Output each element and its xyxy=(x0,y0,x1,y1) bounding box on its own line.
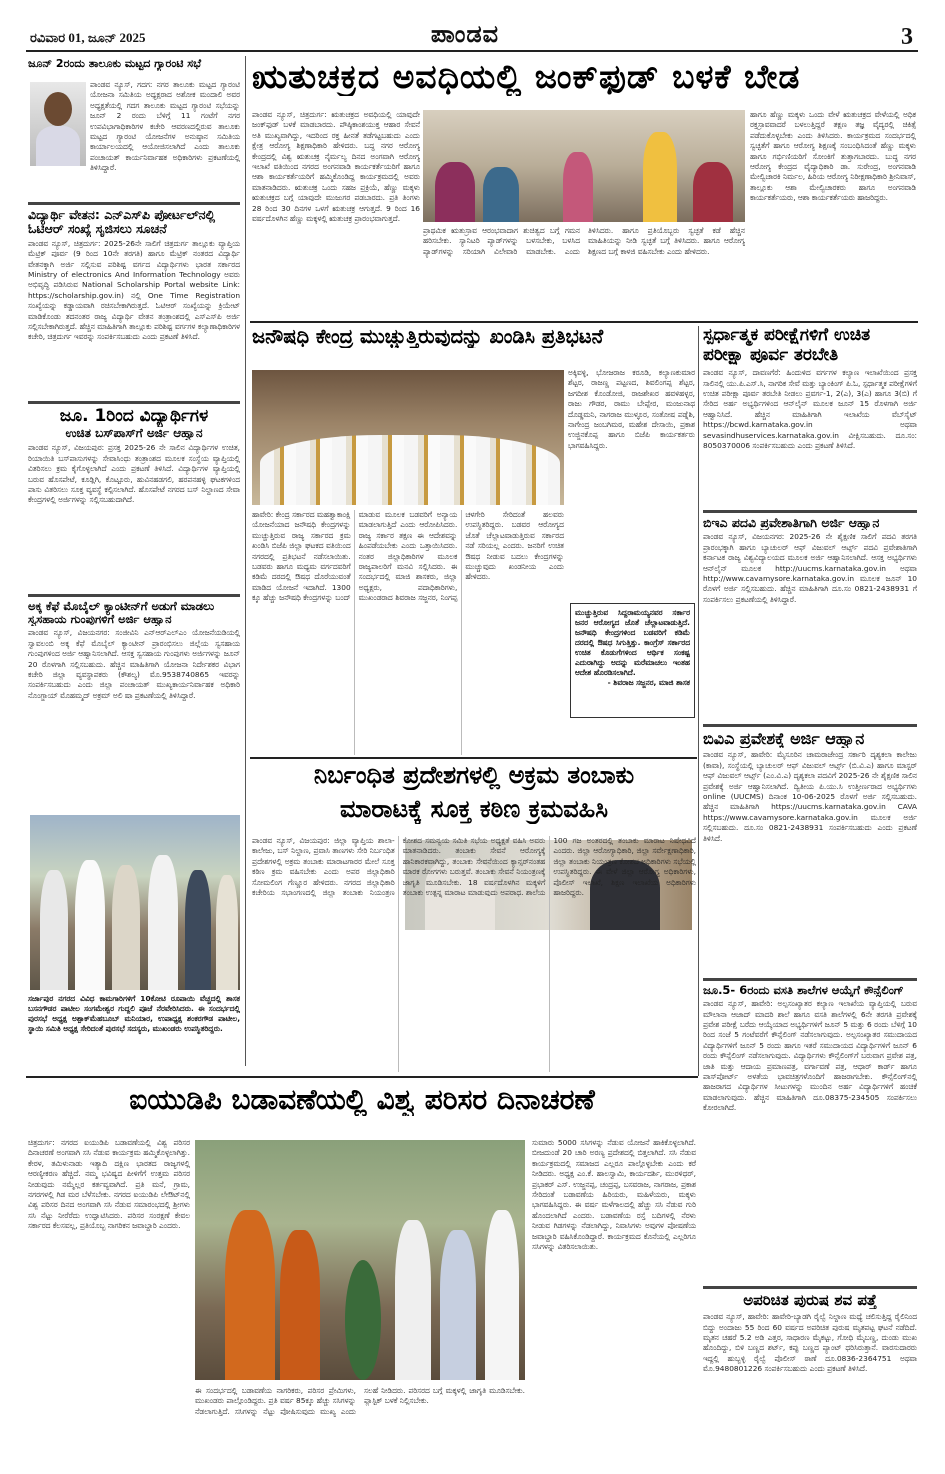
article-body xyxy=(252,836,696,1072)
article-guarantee-meeting xyxy=(28,58,240,198)
quote-text: ಮುಚ್ಚುತ್ತಿರುವ ಸಿದ್ದರಾಮಯ್ಯನವರ ಸರ್ಕಾರ ಜನರ ಆರೋಗ್ಯದ ಜೊತೆ ಚೆಲ್ಲಾಟವಾಡುತ್ತಿದೆ. ಜನೌಷಧಿ ಕೇಂದ್ರಗಳಿಂದ ಬಡವರಿಗೆ ಕಡಿಮೆ ದರದಲ್ಲಿ ಔಷಧ ಸಿಗುತ್ತಿತ್ತು. ಕಾಂಗ್ರೆಸ್ ಸರ್ಕಾರದ ಉಚಿತ ಕೊಡುಗೆಗಳಿಂದ ಆರ್ಥಿಕ ಸಂಕಷ್ಟ ಎದುರಾಗಿದ್ದು ಅದನ್ನು ಮರೆಮಾಚಲು ಇಂತಹ ಆದೇಶ ಹೊರಡಿಸಲಾಗಿದೆ. xyxy=(575,608,690,677)
article-residential-school-counselling xyxy=(703,978,917,1283)
iudp-headline: ಐಯುಡಿಪಿ ಬಡಾವಣೆಯಲ್ಲಿ ವಿಶ್ವ ಪರಿಸರ ದಿನಾಚರಣೆ xyxy=(129,1084,595,1116)
article-body: ಅಕ್ಕಿವಳ್ಳಿ, ಭೋಜರಾಜ ಕರೂಡಿ, ಕಲ್ಯಾಣಕುಮಾರ ಶೆಟ್ಟರ, ರಾಜಣ್ಣ ಪಟ್ಟಣದ, ಶಿವಲಿಂಗಪ್ಪ ಶೆಟ್ಟರ, ಜಗದೀಶ ಕೊಂಡೋಜಿ, ರಾಜಶೇಖರ ಹವಳಿಹಳ್ಳರ, ರಾಜು ಗೌಡರ, ರಾಮು ಬೇಪ್ಪೇರ, ಮಂಜುನಾಥ ದೊಡ್ಡಮನಿ, ನಾಗರಾಜ ಮುಳ್ಳೂರ, ಸಂತೋಷ ಪಡ್ನೆಶಿ, ನಾಗೇಂದ್ರ ಜಂಬಗಿಮಠ, ಮಹೇಶ ದೇಸಾಯಿ, ಪ್ರಕಾಶ ಉಜ್ಜಿನಕೊಪ್ಪ ಹಾಗೂ ಬಿಜೆಪಿ ಕಾರ್ಯಕರ್ತರು ಭಾಗವಹಿಸಿದ್ದರು. xyxy=(568,368,695,450)
photo-caption: ಸರ್ಜಾಪುರ ನಗರದ ವಿವಿಧ ಕಾಮಗಾರಿಗಳಿಗೆ 10ಕೋಟಿ ರೂಪಾಯಿ ವೆಚ್ಚದಲ್ಲಿ ಶಾಸಕ ಬಸನಗೌಡರ ಪಾಟೀಲ ಸಂಗಮೇಶ್ವರ ಗುದ್ದಲಿ ಪೂಜೆ ನೆರವೇರಿಸಿದರು. ಈ ಸಂದರ್ಭದಲ್ಲಿ ಪುರಸಭೆ ಅಧ್ಯಕ್ಷ ಅಶ್ಪಾಕ್‌ಮೆಹಬೂಬ್ ಮನಿಯಾರ, ಉಪಾಧ್ಯಕ್ಷ ಶಂಕರಗೌಡ ಪಾಟೀಲ, ಸ್ಥಾಯಿ ಸಮಿತಿ ಅಧ್ಯಕ್ಷ ಸೇರಿದಂತೆ ಪುರಸಭೆ ಸದಸ್ಯರು, ಮುಖಂಡರು ಉಪಸ್ಥಿತರಿದ್ದರು. xyxy=(28,994,240,1033)
article-body: ಹಾವೇರಿ: ಕೇಂದ್ರ ಸರ್ಕಾರದ ಮಹತ್ವಾಕಾಂಕ್ಷಿ ಯೋಜನೆಯಾದ ಜನೌಷಧಿ ಕೇಂದ್ರಗಳನ್ನು ಮುಚ್ಚುತ್ತಿರುವ ರಾಜ್ಯ ಸರ್ಕಾರದ ಕ್ರಮ ಖಂಡಿಸಿ ಬಿಜೆಪಿ ಜಿಲ್ಲಾ ಘಟಕದ ವತಿಯಿಂದ ನಗರದಲ್ಲಿ ಪ್ರತಿಭಟನೆ ನಡೆಸಲಾಯಿತು. ಬಡವರು ಹಾಗೂ ಮಧ್ಯಮ ವರ್ಗದವರಿಗೆ ಕಡಿಮೆ ದರದಲ್ಲಿ ಔಷಧ ದೊರೆಯುವಂತೆ ಮಾಡಿದ ಯೋಜನೆ ಇದಾಗಿದೆ. 1300 ಕ್ಕೂ ಹೆಚ್ಚು ಜನೌಷಧಿ ಕೇಂದ್ರಗಳನ್ನು ಬಂದ್ ಮಾಡುವ ಮೂಲಕ ಬಡವರಿಗೆ ಅನ್ಯಾಯ ಮಾಡಲಾಗುತ್ತಿದೆ ಎಂದು ಆರೋಪಿಸಿದರು. ರಾಜ್ಯ ಸರ್ಕಾರ ತಕ್ಷಣ ಈ ಆದೇಶವನ್ನು ಹಿಂಪಡೆಯಬೇಕು ಎಂದು ಒತ್ತಾಯಿಸಿದರು. ನಂತರ ಜಿಲ್ಲಾಧಿಕಾರಿಗಳ ಮೂಲಕ ರಾಜ್ಯಪಾಲರಿಗೆ ಮನವಿ ಸಲ್ಲಿಸಿದರು. ಈ ಸಂದರ್ಭದಲ್ಲಿ ಮಾಜಿ ಶಾಸಕರು, ಜಿಲ್ಲಾ ಅಧ್ಯಕ್ಷರು, ಪದಾಧಿಕಾರಿಗಳು, ಮುಖಂಡರಾದ ಶಿವರಾಜ ಸಜ್ಜನರ, ನಿಂಗಪ್ಪ ಚಳಗೇರಿ ಸೇರಿದಂತೆ ಹಲವರು ಉಪಸ್ಥಿತರಿದ್ದರು. ಬಡವರ ಆರೋಗ್ಯದ ಜೊತೆ ಚೆಲ್ಲಾಟವಾಡುತ್ತಿರುವ ಸರ್ಕಾರದ ನಡೆ ಸರಿಯಲ್ಲ ಎಂದರು. ಜನರಿಗೆ ಉಚಿತ ಔಷಧ ನೀಡುವ ಬದಲು ಕೇಂದ್ರಗಳನ್ನು ಮುಚ್ಚುವುದು ಖಂಡನೀಯ ಎಂದು ಹೇಳಿದರು. xyxy=(252,510,564,603)
article-body: ಪಾಂಡವ ನ್ಯೂಸ್, ವಿಜಯನಗರ: 2025-26 ನೇ ಶೈಕ್ಷಣಿಕ ಸಾಲಿಗೆ ಪದವಿ ತರಗತಿ ಪ್ರಾರಂಭಕ್ಕಾಗಿ ಹಾಗೂ ಬ್ಯಾಚುಲರ್ ಆಫ್ ವಿಜುವಲ್ ಆರ್ಟ್ಸ್ ಪದವಿ ಪ್ರವೇಶಾತಿಗಾಗಿ ಕರ್ನಾಟಕ ರಾಜ್ಯ ವಿಶ್ವವಿದ್ಯಾಲಯದ ಮೂಲಕ ಅರ್ಜಿ ಆಹ್ವಾನಿಸಲಾಗಿದೆ. ಆಸಕ್ತ ಅಭ್ಯರ್ಥಿಗಳು ಆನ್‌ಲೈನ್ ಮೂಲಕ http://uucms.karnataka.gov.in ಅಥವಾ http://www.cavamysore.karnataka.gov.in ಮೂಲಕ ಜೂನ್ 10 ರೊಳಗೆ ಅರ್ಜಿ ಸಲ್ಲಿಸಬಹುದು. ಹೆಚ್ಚಿನ ಮಾಹಿತಿಗಾಗಿ ದೂ.ಸಂ 0821-2438931 ಗೆ ಸಂಪರ್ಕಿಸಲು ಪ್ರಕಟಣೆಯಲ್ಲಿ ತಿಳಿಸಿದ್ದಾರೆ. xyxy=(703,532,917,604)
tobacco-headline-line1: ನಿರ್ಬಂಧಿತ ಪ್ರದೇಶಗಳಲ್ಲಿ ಅಕ್ರಮ ತಂಬಾಕು xyxy=(313,762,635,789)
headline: ಜೂ. 1ರಿಂದ ವಿದ್ಯಾರ್ಥಿಗಳ xyxy=(59,407,209,426)
article-body: ಪಾಂಡವ ನ್ಯೂಸ್, ಹಾವೇರಿ: ಮೈಸೂರಿನ ಚಾಮರಾಜೇಂದ್ರ ಸರ್ಕಾರಿ ದೃಶ್ಯಕಲಾ ಕಾಲೇಜು (ಕಾವಾ), ಸಂಸ್ಥೆಯಲ್ಲಿ ಬ್ಯಾಚುಲರ್ ಆಫ್ ವಿಜುವಲ್ ಆರ್ಟ್ಸ್ (ಬಿ.ವಿ.ಎ) ಹಾಗೂ ಮಾಸ್ಟರ್ ಆಫ್ ವಿಜುವಲ್ ಆರ್ಟ್ಸ್ (ಎಂ.ವಿ.ಎ) ದೃಶ್ಯಕಲಾ ಪದವಿಗೆ 2025-26 ನೇ ಶೈಕ್ಷಣಿಕ ಸಾಲಿನ ಪ್ರವೇಶಕ್ಕೆ ಅರ್ಜಿ ಆಹ್ವಾನಿಸಲಾಗಿದೆ. ದ್ವಿತೀಯ ಪಿ.ಯು.ಸಿ ಉತ್ತೀರ್ಣರಾದ ಅಭ್ಯರ್ಥಿಗಳು online (UUCMS) ದಿನಾಂಕ 10-06-2025 ರೊಳಗೆ ಅರ್ಜಿ ಸಲ್ಲಿಸಬಹುದು. ಹೆಚ್ಚಿನ ಮಾಹಿತಿಗಾಗಿ https://uucms.karnataka.gov.in CAVA https://www.cavamysore.karnataka.gov.in ಮೂಲಕ ಅರ್ಜಿ ಸಲ್ಲಿಸಬಹುದು. ದೂ.ಸಂ 0821-2438931 ಸಂಪರ್ಕಿಸಬಹುದು ಎಂದು ಪ್ರಕಟಣೆ ತಿಳಿಸಿದೆ. xyxy=(703,750,917,843)
section-rule xyxy=(250,321,918,323)
article-body: ಪಾಂಡವ ನ್ಯೂಸ್, ಚಿತ್ರದುರ್ಗ: 2025-26ನೇ ಸಾಲಿಗೆ ಚಿತ್ರದುರ್ಗ ತಾಲ್ಲೂಕು ವ್ಯಾಪ್ತಿಯ ಮೆಟ್ರಿಕ್ ಪೂರ್ವ (9 ರಿಂದ 10ನೇ ತರಗತಿ) ಹಾಗೂ ಮೆಟ್ರಿಕ್ ನಂತರದ ವಿದ್ಯಾರ್ಥಿ ವೇತನಕ್ಕಾಗಿ ಅರ್ಜಿ ಸಲ್ಲಿಸುವ ಪರಿಶಿಷ್ಟ ವರ್ಗದ ವಿದ್ಯಾರ್ಥಿಗಳು ಭಾರತ ಸರ್ಕಾರದ Ministry of electronics And Information Technology ಅವರು ಅಭಿವೃದ್ಧಿ ಪಡಿಸಿರುವ National Scholarship Portal website Link: https://scholarship.gov.in) ನಲ್ಲಿ One Time Registration ಸಂಖ್ಯೆಯನ್ನು ಕಡ್ಡಾಯವಾಗಿ ರಚಿಸಬೇಕಾಗಿರುತ್ತದೆ. ಓಟಿಆರ್ ಸಂಖ್ಯೆಯನ್ನು ಕ್ರಿಯೇಟ್ ಮಾಡಿಕೊಂಡು ತದನಂತರ ರಾಜ್ಯ ವಿದ್ಯಾರ್ಥಿ ವೇತನ ತಂತ್ರಾಂಶದಲ್ಲಿ ಎಸ್‌ಎಸ್‌ಪಿ ಅರ್ಜಿ ಸಲ್ಲಿಸಬೇಕಾಗಿರುತ್ತದೆ. ಹೆಚ್ಚಿನ ಮಾಹಿತಿಗಾಗಿ ತಾಲ್ಲೂಕು ಪರಿಶಿಷ್ಟ ವರ್ಗಗಳ ಕಲ್ಯಾಣಾಧಿಕಾರಿಗಳ ಕಚೇರಿ, ಚಿತ್ರದುರ್ಗ ಇವರನ್ನು ಸಂಪರ್ಕಿಸಬಹುದು ಎಂದು ಪ್ರಕಟಣೆ ತಿಳಿಸಿದೆ. xyxy=(28,238,240,342)
main-headline: ಋತುಚಕ್ರದ ಅವಧಿಯಲ್ಲಿ ಜಂಕ್‌ಫುಡ್ ಬಳಕೆ ಬೇಡ xyxy=(252,58,801,96)
article-body: ಪಾಂಡವ ನ್ಯೂಸ್, ಹಾವೇರಿ: ಹಾವೇರಿ-ಬ್ಯಾಡಗಿ ರೈಲ್ವೆ ನಿಲ್ದಾಣ ಮಧ್ಯೆ ಚಲಿಸುತ್ತಿದ್ದ ರೈಲಿನಿಂದ ಬಿದ್ದು ಅಂದಾಜು 55 ರಿಂದ 60 ವರ್ಷದ ಅಪರಿಚಿತ ಪುರುಷ ಮೃತಪಟ್ಟ ಘಟನೆ ನಡೆದಿದೆ. ಮೃತನ ಚಹರೆ 5.2 ಅಡಿ ಎತ್ತರ, ಸಾಧಾರಣ ಮೈಕಟ್ಟು, ಗೋಧಿ ಮೈಬಣ್ಣ, ದುಂಡು ಮುಖ ಹೊಂದಿದ್ದು, ಬಿಳಿ ಬಣ್ಣದ ಶರ್ಟ್, ಕಪ್ಪು ಬಣ್ಣದ ಪ್ಯಾಂಟ್ ಧರಿಸಿರುತ್ತಾನೆ. ವಾರಸುದಾರರು ಇದ್ದಲ್ಲಿ ಹುಬ್ಬಳ್ಳಿ ರೈಲ್ವೆ ಪೊಲೀಸ್ ಠಾಣೆ ದೂ.0836-2364751 ಅಥವಾ ಮೊ.9480801226 ಸಂಪರ್ಕಿಸಬಹುದು ಎಂದು ಪ್ರಕಟಣೆ ತಿಳಿಸಿದೆ. xyxy=(703,1312,917,1374)
headline: ವಿದ್ಯಾರ್ಥಿ ವೇತನ: ಎನ್‌ಎಸ್‌ಪಿ ಪೋರ್ಟಲ್‌ನಲ್ಲಿ ಓಟಿಆರ್ ಸಂಖ್ಯೆ ಸೃಜಿಸಲು ಸೂಚನೆ xyxy=(28,208,216,237)
article-bva-admission xyxy=(703,724,917,976)
headline: ಅಪರಿಚಿತ ಪುರುಷ ಶವ ಪತ್ತೆ xyxy=(743,1292,877,1309)
article-body: ಹಾಗೂ ಹೆಣ್ಣು ಮಕ್ಕಳು ಒಂದು ವೇಳೆ ಋತುಚಕ್ರದ ವೇಳೆಯಲ್ಲಿ ಅಧಿಕ ರಕ್ತಸ್ರಾವವಾದರೆ ಬಳಲುತ್ತಿದ್ದರೆ ತಕ್ಷಣ ತಜ್ಞ ವೈದ್ಯರಲ್ಲಿ ಚಿಕಿತ್ಸೆ ಪಡೆದುಕೊಳ್ಳಬೇಕು ಎಂದು ತಿಳಿಸಿದರು. ಕಾರ್ಯಕ್ರಮದ ಸಂದರ್ಭದಲ್ಲಿ ಸ್ವಚ್ಛತೆಗೆ ಹಾಗೂ ಆರೋಗ್ಯ ಶಿಕ್ಷಣಕ್ಕೆ ಸಂಬಂಧಿಸಿದಂತೆ ಹೆಣ್ಣು ಮಕ್ಕಳು ಹಾಗೂ ಗರ್ಭಿಣಿಯರಿಗೆ ಸೋಂಕಿಗೆ ತುತ್ತಾಗಬಾರದು. ಬುದ್ಧ ನಗರ ಆರೋಗ್ಯ ಕೇಂದ್ರದ ವೈದ್ಯಾಧಿಕಾರಿ ಡಾ. ಸುರೇಂದ್ರ, ಅಂಗನವಾಡಿ ಮೇಲ್ವಿಚಾರಕಿ ನಿರ್ಮಲ, ಹಿರಿಯ ಆರೋಗ್ಯ ನಿರೀಕ್ಷಣಾಧಿಕಾರಿ ಶ್ರೀನಿವಾಸ್, ತಾಲ್ಲೂಕು ಆಶಾ ಮೇಲ್ವಿಚಾರಕರು ಹಾಗೂ ಅಂಗನವಾಡಿ ಕಾರ್ಯಕರ್ತೆಯರು, ಆಶಾ ಕಾರ್ಯಕರ್ತೆಯರು ಹಾಜರಿದ್ದರು. xyxy=(750,110,916,203)
article-body: ಚಿತ್ರದುರ್ಗ: ನಗರದ ಐಯುಡಿಪಿ ಬಡಾವಣೆಯಲ್ಲಿ ವಿಶ್ವ ಪರಿಸರ ದಿನಾಚರಣೆ ಅಂಗವಾಗಿ ಸಸಿ ನೆಡುವ ಕಾರ್ಯಕ್ರಮ ಹಮ್ಮಿಕೊಳ್ಳಲಾಗಿತ್ತು. ಕೇರಳ, ತಮಿಳುನಾಡು ಇತ್ಯಾದಿ ದಕ್ಷಿಣ ಭಾರತದ ರಾಜ್ಯಗಳಲ್ಲಿ ಆರಣ್ಯೀಕರಣ ಹೆಚ್ಚಿದೆ. ನಮ್ಮ ಭವಿಷ್ಯದ ಪೀಳಿಗೆಗೆ ಉತ್ತಮ ಪರಿಸರ ನೀಡುವುದು ನಮ್ಮೆಲ್ಲರ ಕರ್ತವ್ಯವಾಗಿದೆ. ಪ್ರತಿ ಮನೆ, ಗ್ರಾಮ, ನಗರಗಳಲ್ಲಿ ಗಿಡ ಮರ ಬೆಳೆಸಬೇಕು. ನಗರದ ಐಯುಡಿಪಿ ಲೇಔಟ್‌ನಲ್ಲಿ ವಿಶ್ವ ಪರಿಸರ ದಿನದ ಅಂಗವಾಗಿ ಸಸಿ ನೆಡುವ ಸಮಾರಂಭದಲ್ಲಿ ಶ್ರೀಗಳು ಸಸಿ ನೆಟ್ಟು ನೀರೆರೆದು ಉದ್ಘಾಟಿಸಿದರು. ಪರಿಸರ ಸಂರಕ್ಷಣೆ ಕೇವಲ ಸರ್ಕಾರದ ಕೆಲಸವಲ್ಲ, ಪ್ರತಿಯೊಬ್ಬ ನಾಗರಿಕನ ಜವಾಬ್ದಾರಿ ಎಂದರು. xyxy=(28,1138,190,1231)
section-rule xyxy=(250,757,697,759)
article-body: ಪಾಂಡವ ನ್ಯೂಸ್, ವಿಜಯಪುರ: ಪ್ರಸಕ್ತ 2025-26 ನೇ ಸಾಲಿನ ವಿದ್ಯಾರ್ಥಿಗಳ ಉಚಿತ, ರಿಯಾಯಿತಿ ಬಸ್‌ಪಾಸುಗಳನ್ನು ಸೇವಾಸಿಂಧು ತಂತ್ರಾಂಶದ ಮೂಲಕ ಸಂಸ್ಥೆಯ ವ್ಯಾಪ್ತಿಯಲ್ಲಿ ವಿತರಿಸಲು ಕ್ರಮ ಕೈಗೊಳ್ಳಲಾಗಿದೆ ಎಂದು ಪ್ರಕಟಣೆ ತಿಳಿಸಿದೆ. ವಿದ್ಯಾರ್ಥಿಗಳ ವ್ಯಾಪ್ತಿಯಲ್ಲಿ ಬರುವ ಹೊಸಪೇಟೆ, ಕೂಡ್ಲಿಗಿ, ಕೊಟ್ಟೂರು, ಹುವಿನಹಡಗಲಿ, ಹರಪನಹಳ್ಳಿ ಘಟಕಗಳಿಂದ ಪಾಸು ವಿತರಿಸಲು ಸೂಕ್ತ ವ್ಯವಸ್ಥೆ ಕಲ್ಪಿಸಲಾಗಿದೆ. ಹೊಸಪೇಟೆ ನಗರದ ಬಸ್ ನಿಲ್ದಾಣದ ಸೇವಾ ಕೇಂದ್ರಗಳಲ್ಲಿ ಅರ್ಜಿಗಳನ್ನು ಸಲ್ಲಿಸಬಹುದಾಗಿದೆ. xyxy=(28,443,240,505)
article-free-bus-pass xyxy=(28,401,240,591)
article-body: ಈ ಸಂದರ್ಭದಲ್ಲಿ ಬಡಾವಣೆಯ ನಾಗರಿಕರು, ಪರಿಸರ ಪ್ರೇಮಿಗಳು, ಮುಖಂಡರು ಪಾಲ್ಗೊಂಡಿದ್ದರು. ಪ್ರತಿ ವರ್ಷ 85ಕ್ಕೂ ಹೆಚ್ಚು ಸಸಿಗಳನ್ನು ನೆಡಲಾಗುತ್ತಿದೆ. ಸಸಿಗಳನ್ನು ನೆಟ್ಟು ಪೋಷಿಸುವುದು ಮುಖ್ಯ ಎಂದು ಸಲಹೆ ನೀಡಿದರು. ಪರಿಸರದ ಬಗ್ಗೆ ಮಕ್ಕಳಲ್ಲಿ ಜಾಗೃತಿ ಮೂಡಿಸಬೇಕು. ಪ್ಲಾಸ್ಟಿಕ್ ಬಳಕೆ ನಿಲ್ಲಿಸಬೇಕು. xyxy=(195,1386,525,1416)
article-competitive-exam xyxy=(703,326,917,508)
page-number: 3 xyxy=(901,24,913,50)
protest-photo xyxy=(252,370,564,505)
article-body: ಪಾಂಡವ ನ್ಯೂಸ್, ಚಿತ್ರದುರ್ಗ: ಋತುಚಕ್ರದ ಅವಧಿಯಲ್ಲಿ ಯಾವುದೇ ಜಂಕ್‌ಫುಡ್ ಬಳಕೆ ಮಾಡಬಾರದು. ಪೌಷ್ಠಿಕಾಂಶಯುಕ್ತ ಆಹಾರ ಸೇವನೆ ಅತಿ ಮುಖ್ಯವಾಗಿದ್ದು, ಇದರಿಂದ ರಕ್ತ ಹೀನತೆ ತಡೆಗಟ್ಟಬಹುದು ಎಂದು ಕ್ಷೇತ್ರ ಆರೋಗ್ಯ ಶಿಕ್ಷಣಾಧಿಕಾರಿ ಹೇಳಿದರು. ಬದ್ಧ ನಗರ ಆರೋಗ್ಯ ಕೇಂದ್ರದಲ್ಲಿ ವಿಶ್ವ ಋತುಚಕ್ರ ನೈರ್ಮಲ್ಯ ದಿನದ ಅಂಗವಾಗಿ ಆರೋಗ್ಯ ಇಲಾಖೆ ವತಿಯಿಂದ ನಗರದ ಅಂಗನವಾಡಿ ಕಾರ್ಯಕರ್ತೆಯರಿಗೆ ಹಾಗೂ ಆಶಾ ಕಾರ್ಯಕರ್ತೆಯರಿಗೆ ಹಮ್ಮಿಕೊಂಡಿದ್ದ ಕಾರ್ಯಕ್ರಮದಲ್ಲಿ ಅವರು ಮಾತನಾಡಿದರು. ಋತುಚಕ್ರ ಒಂದು ಸಹಜ ಪ್ರಕ್ರಿಯೆ, ಹೆಣ್ಣು ಮಕ್ಕಳು ಋತುಚಕ್ರದ ಬಗ್ಗೆ ಯಾವುದೇ ಮುಜುಗರ ಪಡಬಾರದು. ಪ್ರತಿ ತಿಂಗಳು 28 ರಿಂದ 30 ದಿನಗಳ ಒಳಗೆ ಋತುಚಕ್ರ ಆಗುತ್ತದೆ. 9 ರಿಂದ 16 ವರ್ಷದೊಳಗಿನ ಹೆಣ್ಣು ಮಕ್ಕಳಲ್ಲಿ ಋತುಚಕ್ರ ಪ್ರಾರಂಭವಾಗುತ್ತದೆ. xyxy=(252,110,420,224)
groundbreaking-ceremony-photo xyxy=(30,815,240,990)
headline: ಬಿಇಎ ಪದವಿ ಪ್ರವೇಶಾತಿಗಾಗಿ ಅರ್ಜಿ ಆಹ್ವಾನ xyxy=(703,516,880,530)
headline: ಜೂನ್ 2ರಂದು ತಾಲೂಕು ಮಟ್ಟದ ಗ್ಯಾರಂಟಿ ಸಭೆ xyxy=(28,58,202,70)
column-divider xyxy=(245,56,246,1066)
article-body: ಪಾಂಡವ ನ್ಯೂಸ್, ಗದಗ: ನಗರ ತಾಲೂಕು ಮಟ್ಟದ ಗ್ಯಾರಂಟಿ ಯೋಜನಾ ಸಮಿತಿಯ ಅಧ್ಯಕ್ಷರಾದ ಅಶೋಕ ಮಂದಾಲಿ ಅವರ ಅಧ್ಯಕ್ಷತೆಯಲ್ಲಿ ಗದಗ ತಾಲೂಕು ಮಟ್ಟದ ಗ್ಯಾರಂಟಿ ಸಭೆಯನ್ನು ಜೂನ್ 2 ರಂದು ಬೆಳಿಗ್ಗೆ 11 ಗಂಟೆಗೆ ನಗರ ಉಪವಿಭಾಗಾಧಿಕಾರಿಗಳ ಕಚೇರಿ ಆವರಣದಲ್ಲಿರುವ ತಾಲೂಕು ಮಟ್ಟದ ಗ್ಯಾರಂಟಿ ಯೋಜನೆಗಳ ಅನುಷ್ಠಾನ ಸಮಿತಿಯ ಕಾರ್ಯಾಲಯದಲ್ಲಿ ಆಯೋಜಿಸಲಾಗಿದೆ ಎಂದು ತಾಲೂಕು ಪಂಚಾಯತ್ ಕಾರ್ಯನಿರ್ವಾಹಕ ಅಧಿಕಾರಿಗಳು ಪ್ರಕಟಣೆಯಲ್ಲಿ ತಿಳಿಸಿದ್ದಾರೆ. xyxy=(90,80,240,173)
subheadline: ಉಚಿತ ಬಸ್‌ಪಾಸ್‌ಗೆ ಅರ್ಜಿ ಆಹ್ವಾನ xyxy=(65,426,203,440)
headline: ಜೂ.5- 6ರಂದು ವಸತಿ ಶಾಲೆಗಳ ಆಯ್ಕೆಗೆ ಕೌನ್ಸೆಲಿಂಗ್ xyxy=(703,984,904,997)
column-divider xyxy=(698,326,699,1076)
article-body: ಪಾಂಡವ ನ್ಯೂಸ್, ದಾವಣಗೆರೆ: ಹಿಂದುಳಿದ ವರ್ಗಗಳ ಕಲ್ಯಾಣ ಇಲಾಖೆಯಿಂದ ಪ್ರಸಕ್ತ ಸಾಲಿನಲ್ಲಿ ಯು.ಪಿ.ಎಸ್.ಸಿ, ನಾಗರಿಕ ಸೇವೆ ಮತ್ತು ಬ್ಯಾಂಕಿಂಗ್ ಪಿ.ಓ, ಸ್ಪರ್ಧಾತ್ಮಕ ಪರೀಕ್ಷೆಗಳಿಗೆ ಉಚಿತ ಪರೀಕ್ಷಾ ಪೂರ್ವ ತರಬೇತಿ ನೀಡಲು ಪ್ರವರ್ಗ-1, 2(ಎ), 3(ಎ) ಹಾಗೂ 3(ಬಿ) ಗೆ ಸೇರಿದ ಅರ್ಹ ಅಭ್ಯರ್ಥಿಗಳಿಂದ ಆನ್‌ಲೈನ್ ಮೂಲಕ ಜೂನ್ 15 ರೊಳಗಾಗಿ ಅರ್ಜಿ ಆಹ್ವಾನಿಸಿದೆ. ಹೆಚ್ಚಿನ ಮಾಹಿತಿಗಾಗಿ ಇಲಾಖೆಯ ವೆಬ್‌ಸೈಟ್ https://bcwd.karnataka.gov.in ಅಥವಾ sevasindhuservices.karnataka.gov.in ವೀಕ್ಷಿಸಬಹುದು. ದೂ.ಸಂ: 8050370006 ಸಂಪರ್ಕಿಸಬಹುದು ಎಂದು ಪ್ರಕಟಣೆ ತಿಳಿಸಿದೆ. xyxy=(703,368,917,450)
article-akka-cafe xyxy=(28,594,240,809)
article-body: ಪಾಂಡವ ನ್ಯೂಸ್, ಹಾವೇರಿ: ಅಲ್ಪಸಂಖ್ಯಾತರ ಕಲ್ಯಾಣ ಇಲಾಖೆಯ ವ್ಯಾಪ್ತಿಯಲ್ಲಿ ಬರುವ ಮೌಲಾನಾ ಆಜಾದ್ ಮಾದರಿ ಶಾಲೆ ಹಾಗೂ ವಸತಿ ಶಾಲೆಗಳಲ್ಲಿ 6ನೇ ತರಗತಿ ಪ್ರವೇಶಕ್ಕೆ ಪ್ರವೇಶ ಪರೀಕ್ಷೆ ಬರೆದು ಆಯ್ಕೆಯಾದ ಅಭ್ಯರ್ಥಿಗಳಿಗೆ ಜೂನ್ 5 ಮತ್ತು 6 ರಂದು ಬೆಳಿಗ್ಗೆ 10 ರಿಂದ ಸಂಜೆ 5 ಗಂಟೆವರೆಗೆ ಕೌನ್ಸೆಲಿಂಗ್ ನಡೆಸಲಾಗುವುದು. ಅಲ್ಪಸಂಖ್ಯಾತರ ಸಮುದಾಯದ ವಿದ್ಯಾರ್ಥಿಗಳಿಗೆ ಜೂನ್ 5 ರಂದು ಹಾಗೂ ಇತರೆ ಸಮುದಾಯದ ವಿದ್ಯಾರ್ಥಿಗಳಿಗೆ ಜೂನ್ 6 ರಂದು ಕೌನ್ಸೆಲಿಂಗ್ ನಡೆಸಲಾಗುವುದು. ವಿದ್ಯಾರ್ಥಿಗಳು ಕೌನ್ಸೆಲಿಂಗ್‌ಗೆ ಬರುವಾಗ ಪ್ರವೇಶ ಪತ್ರ, ಜಾತಿ ಮತ್ತು ಆದಾಯ ಪ್ರಮಾಣಪತ್ರ, ವರ್ಗಾವಣೆ ಪತ್ರ, ಆಧಾರ್ ಕಾರ್ಡ್ ಹಾಗೂ ಪಾಸ್‌ಪೋರ್ಟ್ ಅಳತೆಯ ಭಾವಚಿತ್ರಗಳೊಂದಿಗೆ ಹಾಜರಾಗಬೇಕು. ಕೌನ್ಸೆಲಿಂಗ್‌ನಲ್ಲಿ ಹಾಜರಾಗದ ವಿದ್ಯಾರ್ಥಿಗಳ ಸೀಟುಗಳನ್ನು ಮುಂದಿನ ಅರ್ಹ ವಿದ್ಯಾರ್ಥಿಗಳಿಗೆ ಹಂಚಿಕೆ ಮಾಡಲಾಗುವುದು. ಹೆಚ್ಚಿನ ಮಾಹಿತಿಗಾಗಿ ದೂ.08375-234505 ಸಂಪರ್ಕಿಸಲು ಕೋರಲಾಗಿದೆ. xyxy=(703,999,917,1113)
masthead-logo: ಪಾಂಡವ xyxy=(430,20,500,48)
tobacco-headline-line2: ಮಾರಾಟಕ್ಕೆ ಸೂಕ್ತ ಕಠಿಣ ಕ್ರಮವಹಿಸಿ xyxy=(340,796,608,823)
headline: ಸ್ಪರ್ಧಾತ್ಮಕ ಪರೀಕ್ಷೆಗಳಿಗೆ ಉಚಿತ ಪರೀಕ್ಷಾ ಪೂರ್ವ ತರಬೇತಿ xyxy=(703,326,871,365)
article-unidentified-body xyxy=(703,1286,917,1466)
article-text: ಪಾಂಡವ ನ್ಯೂಸ್, ವಿಜಯಪುರ: ಜಿಲ್ಲಾ ವ್ಯಾಪ್ತಿಯ ಶಾಲಾ-ಕಾಲೇಜು, ಬಸ್ ನಿಲ್ದಾಣ, ಪ್ರವಾಸಿ ತಾಣಗಳು ಸೇರಿ ನಿರ್ಬಂಧಿತ ಪ್ರದೇಶಗಳಲ್ಲಿ ಅಕ್ರಮ ತಂಬಾಕು ಮಾರಾಟಗಾರರ ಮೇಲೆ ಸೂಕ್ತ ಕಠಿಣ ಕ್ರಮ ವಹಿಸಬೇಕು ಎಂದು ಅಪರ ಜಿಲ್ಲಾಧಿಕಾರಿ ಸೋಮಲಿಂಗ ಗೆಣ್ಣೂರ ಹೇಳಿದರು. ನಗರದ ಜಿಲ್ಲಾಧಿಕಾರಿ ಕಚೇರಿಯ ಸಭಾಂಗಣದಲ್ಲಿ ಜಿಲ್ಲಾ ತಂಬಾಕು ನಿಯಂತ್ರಣ ಕೋಶದ ಸಮನ್ವಯ ಸಮಿತಿ ಸಭೆಯ ಅಧ್ಯಕ್ಷತೆ ವಹಿಸಿ ಅವರು ಮಾತನಾಡಿದರು. ತಂಬಾಕು ಸೇವನೆ ಆರೋಗ್ಯಕ್ಕೆ ಹಾನಿಕಾರಕವಾಗಿದ್ದು, ತಂಬಾಕು ಸೇವನೆಯಿಂದ ಕ್ಯಾನ್ಸರ್‌ನಂತಹ ಮಾರಕ ರೋಗಗಳು ಬರುತ್ತವೆ. ತಂಬಾಕು ಸೇವನೆ ನಿಯಂತ್ರಣಕ್ಕೆ ಜಾಗೃತಿ ಮೂಡಿಸಬೇಕು. 18 ವರ್ಷದೊಳಗಿನ ಮಕ್ಕಳಿಗೆ ತಂಬಾಕು ಉತ್ಪನ್ನ ಮಾರಾಟ ಮಾಡುವುದು ಅಪರಾಧ. ಶಾಲೆಯ 100 ಗಜ ಅಂತರದಲ್ಲಿ ತಂಬಾಕು ಮಾರಾಟ ನಿಷೇಧವಿದೆ ಎಂದರು. ಜಿಲ್ಲಾ ಆರೋಗ್ಯಾಧಿಕಾರಿ, ಜಿಲ್ಲಾ ಸರ್ವೇಕ್ಷಣಾಧಿಕಾರಿ, ಜಿಲ್ಲಾ ತಂಬಾಕು ನಿಯಂತ್ರಣ ಕೋಶದ ಅಧಿಕಾರಿಗಳು ಸಭೆಯಲ್ಲಿ ಉಪಸ್ಥಿತರಿದ್ದರು. ಈ ವೇಳೆ ಜಿಲ್ಲಾ ಆರೋಗ್ಯ ಅಧಿಕಾರಿಗಳು, ಪೊಲೀಸ್ ಇಲಾಖೆ, ಶಿಕ್ಷಣ ಇಲಾಖೆಯ ಅಧಿಕಾರಿಗಳು ಹಾಜರಿದ್ದರು. xyxy=(252,836,696,898)
quote-box xyxy=(570,603,695,718)
article-body: ಪಾಂಡವ ನ್ಯೂಸ್, ವಿಜಯನಗರ: ಸಂಜೀವಿನಿ ಎನ್‌ಆರ್‌ಎಲ್‌ಎಂ ಯೋಜನೆಯಡಿಯಲ್ಲಿ ಸ್ವಾವಲಂಬಿ ಅಕ್ಕ ಕೆಫೆ ಮೊಬೈಲ್ ಕ್ಯಾಂಟೀನ್ ಪ್ರಾರಂಭಿಸಲು ಜಿಲ್ಲೆಯ ಸ್ವಸಹಾಯ ಗುಂಪುಗಳಿಂದ ಅರ್ಜಿ ಆಹ್ವಾನಿಸಲಾಗಿದೆ. ಆಸಕ್ತ ಸ್ವಸಹಾಯ ಗುಂಪುಗಳು ಅರ್ಜಿಗಳನ್ನು ಜೂನ್ 20 ರೊಳಗಾಗಿ ಸಲ್ಲಿಸಬಹುದು. ಹೆಚ್ಚಿನ ಮಾಹಿತಿಗಾಗಿ ಯೋಜನಾ ನಿರ್ದೇಶಕರ ವಿಭಾಗ ಕಚೇರಿ ಜಿಲ್ಲಾ ವ್ಯವಸ್ಥಾಪಕರು (ಕೌಶಲ್ಯ) ಮೊ.9538740865 ಇವರನ್ನು ಸಂಪರ್ಕಿಸಬಹುದು ಎಂದು ಜಿಲ್ಲಾ ಪಂಚಾಯತ್ ಮುಖ್ಯಕಾರ್ಯನಿರ್ವಾಹಕ ಅಧಿಕಾರಿ ನೊಂಗ್ಜಾಯ್ ಮೊಹಮ್ಮದ್ ಅಕ್ರಮ್ ಅಲಿ ಷಾ ಪ್ರಕಟಣೆಯಲ್ಲಿ ತಿಳಿಸಿದ್ದಾರೆ. xyxy=(28,628,240,700)
article-bea-admission xyxy=(703,510,917,722)
tree-planting-photo xyxy=(195,1140,525,1380)
article-body: ಸುಮಾರು 5000 ಸಸಿಗಳನ್ನು ನೆಡುವ ಯೋಜನೆ ಹಾಕಿಕೊಳ್ಳಲಾಗಿದೆ. ಬೀಜದುಂಡೆ 20 ಚಾರಿ ಅರಣ್ಯ ಪ್ರದೇಶದಲ್ಲಿ ಬಿತ್ತಲಾಗಿದೆ. ಸಸಿ ನೆಡುವ ಕಾರ್ಯಕ್ರಮದಲ್ಲಿ ಸಮಾಜದ ಎಲ್ಲರೂ ಪಾಲ್ಗೊಳ್ಳಬೇಕು ಎಂದು ಕರೆ ನೀಡಿದರು. ಅಧ್ಯಕ್ಷ ಎಂ.ಕೆ. ಹಾಲಸ್ವಾಮಿ, ಕಾರ್ಯದರ್ಶಿ, ಮುರಳಿಧರ್, ಪ್ರಭಾಕರ್ ಎಸ್. ಉಜ್ಜನಪ್ಪ, ಚಂದ್ರಪ್ಪ, ಬಸವರಾಜ, ನಾಗರಾಜ, ಪ್ರಕಾಶ ಸೇರಿದಂತೆ ಬಡಾವಣೆಯ ಹಿರಿಯರು, ಮಹಿಳೆಯರು, ಮಕ್ಕಳು ಭಾಗವಹಿಸಿದ್ದರು. ಈ ವರ್ಷ ಮಳೆಗಾಲದಲ್ಲಿ ಹೆಚ್ಚು ಸಸಿ ನೆಡುವ ಗುರಿ ಹೊಂದಲಾಗಿದೆ ಎಂದರು. ಬಡಾವಣೆಯ ರಸ್ತೆ ಬದಿಗಳಲ್ಲಿ ನೆರಳು ನೀಡುವ ಗಿಡಗಳನ್ನು ನೆಡಲಾಗಿದ್ದು, ನಿವಾಸಿಗಳು ಅವುಗಳ ಪೋಷಣೆಯ ಜವಾಬ್ದಾರಿ ವಹಿಸಿಕೊಂಡಿದ್ದಾರೆ. ಕಾರ್ಯಕ್ರಮದ ಕೊನೆಯಲ್ಲಿ ಎಲ್ಲರಿಗೂ ಸಸಿಗಳನ್ನು ವಿತರಿಸಲಾಯಿತು. xyxy=(532,1138,696,1252)
article-scholarship-ntr xyxy=(28,202,240,397)
article-body: ಪ್ರಾಥಮಿಕ ಋತುಸ್ರಾವ ಆರಂಭವಾದಾಗ ಶುಚಿತ್ವದ ಬಗ್ಗೆ ಗಮನ ಹರಿಸಬೇಕು. ಸ್ಯಾನಿಟರಿ ಪ್ಯಾಡ್‌ಗಳನ್ನು ಬಳಸಬೇಕು, ಬಳಸಿದ ಪ್ಯಾಡ್‌ಗಳನ್ನು ಸರಿಯಾಗಿ ವಿಲೇವಾರಿ ಮಾಡಬೇಕು. ಎಂದು ತಿಳಿಸಿದರು. ಹಾಗೂ ಪ್ರತಿಯೊಬ್ಬರು ಸ್ವಚ್ಛತೆ ಕಡೆ ಹೆಚ್ಚಿನ ಮಾಹಿತಿಯನ್ನು ನೀಡಿ ಸ್ವಚ್ಛತೆ ಬಗ್ಗೆ ತಿಳಿಸಿದರು. ಹಾಗೂ ಆರೋಗ್ಯ ಶಿಕ್ಷಣದ ಬಗ್ಗೆ ಕಾಳಜಿ ವಹಿಸಬೇಕು ಎಂದು ಹೇಳಿದರು. xyxy=(423,226,745,256)
janaushadhi-headline: ಜನೌಷಧಿ ಕೇಂದ್ರ ಮುಚ್ಚುತ್ತಿರುವುದನ್ನು ಖಂಡಿಸಿ ಪ್ರತಿಭಟನೆ xyxy=(252,326,604,348)
headline: ಬಿವಿಎ ಪ್ರವೇಶಕ್ಕೆ ಅರ್ಜಿ ಆಹ್ವಾನ xyxy=(703,730,865,748)
headline: ಅಕ್ಕ ಕೆಫೆ ಮೊಬೈಲ್ ಕ್ಯಾಂಟೀನ್‌ಗೆ ಅಡುಗೆ ಮಾಡಲು ಸ್ವಸಹಾಯ ಗುಂಪುಗಳಿಗೆ ಅರ್ಜಿ ಆಹ್ವಾನ xyxy=(28,600,215,627)
header-rule xyxy=(26,50,918,52)
issue-date: ರವಿವಾರ 01, ಜೂನ್ 2025 xyxy=(30,30,146,45)
menstrual-hygiene-event-photo xyxy=(423,110,745,222)
quote-attribution: - ಶಿವರಾಜ ಸಜ್ಜನರ, ಮಾಜಿ ಶಾಸಕ xyxy=(607,678,690,687)
section-rule xyxy=(26,1076,698,1078)
